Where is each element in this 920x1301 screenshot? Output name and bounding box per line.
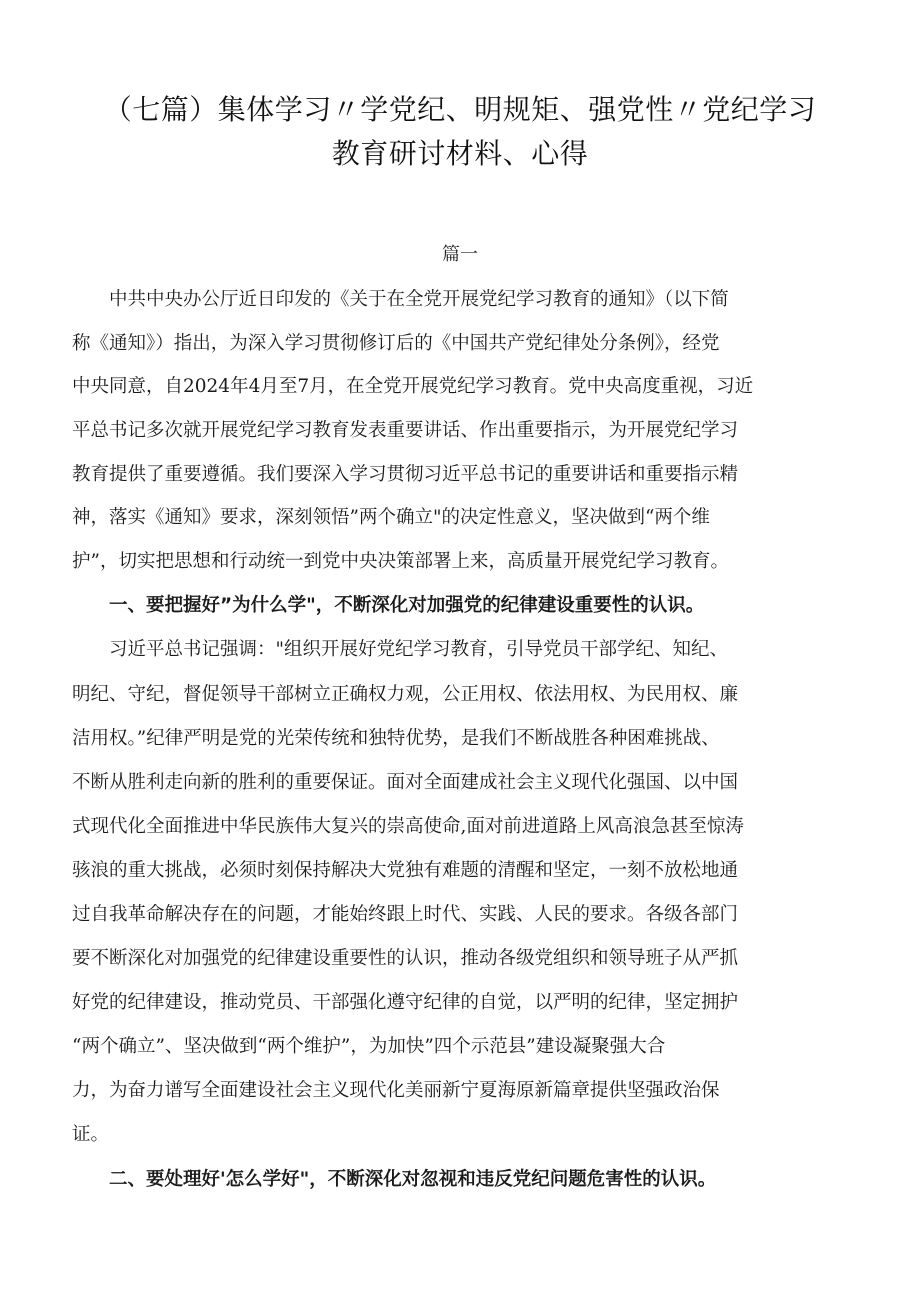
document-title-line-1: （七篇）集体学习〃学党纪、明规矩、强党性〃党纪学习 — [103, 93, 817, 126]
paragraph-line: “两个确立”、坚决做到“两个维护”，为加快”四个示范县”建设凝聚强大合 — [72, 1036, 666, 1057]
section-label: 篇一 — [442, 244, 478, 265]
paragraph-line: 平总书记多次就开展党纪学习教育发表重要讲话、作出重要指示，为开展党纪学习 — [72, 420, 739, 441]
paragraph-line: 式现代化全面推进中华民族伟大复兴的崇高使命,面对前进道路上风高浪急甚至惊涛 — [72, 816, 744, 837]
paragraph-line: 洁用权。”纪律严明是党的光荣传统和独特优势，是我们不断战胜各种困难挑战、 — [72, 728, 720, 749]
section-heading-2: 二、要处理好'怎么学好"，不断深化对忽视和违反党纪问题危害性的认识。 — [72, 1169, 717, 1190]
document-title-line-2: 教育研讨材料、心得 — [331, 137, 589, 170]
paragraph-line: 教育提供了重要遵循。我们要深入学习贯彻习近平总书记的重要讲话和重要指示精 — [72, 464, 739, 485]
paragraph-line: 中共中央办公厅近日印发的《关于在全党开展党纪学习教育的通知》（以下简 — [72, 289, 729, 310]
paragraph-line: 称《通知》）指出，为深入学习贯彻修订后的《中国共产党纪律处分条例》，经党 — [72, 333, 720, 354]
paragraph-line: 过自我革命解决存在的问题，才能始终跟上时代、实践、人民的要求。各级各部门 — [72, 904, 739, 925]
paragraph-line: 明纪、守纪，督促领导干部树立正确权力观，公正用权、依法用权、为民用权、廉 — [72, 684, 739, 705]
section-heading-1: 一、要把握好”为什么学"，不断深化对加强党的纪律建设重要性的认识。 — [72, 595, 705, 616]
paragraph-line: 护”，切实把思想和行动统一到党中央决策部署上来，高质量开展党纪学习教育。 — [72, 551, 729, 572]
paragraph-line: 力，为奋力谱写全面建设社会主义现代化美丽新宁夏海原新篇章提供坚强政治保 — [72, 1080, 720, 1101]
paragraph-line: 神，落实《通知》要求，深刻领悟”两个确立"的决定性意义，坚决做到“两个维 — [72, 507, 710, 528]
paragraph-line: 骇浪的重大挑战，必须时刻保持解决大党独有难题的清醒和坚定，一刻不放松地通 — [72, 860, 739, 881]
paragraph-line: 要不断深化对加强党的纪律建设重要性的认识，推动各级党组织和领导班子从严抓 — [72, 948, 739, 969]
paragraph-line: 证。 — [72, 1124, 110, 1145]
paragraph-line: 好党的纪律建设，推动党员、干部强化遵守纪律的自觉，以严明的纪律，坚定拥护 — [72, 992, 739, 1013]
paragraph-line: 习近平总书记强调："组织开展好党纪学习教育，引导党员干部学纪、知纪、 — [72, 639, 729, 660]
paragraph-line: 中央同意，自2024年4月至7月，在全党开展党纪学习教育。党中央高度重视，习近 — [72, 376, 754, 397]
paragraph-line: 不断从胜利走向新的胜利的重要保证。面对全面建成社会主义现代化强国、以中国 — [72, 772, 739, 793]
